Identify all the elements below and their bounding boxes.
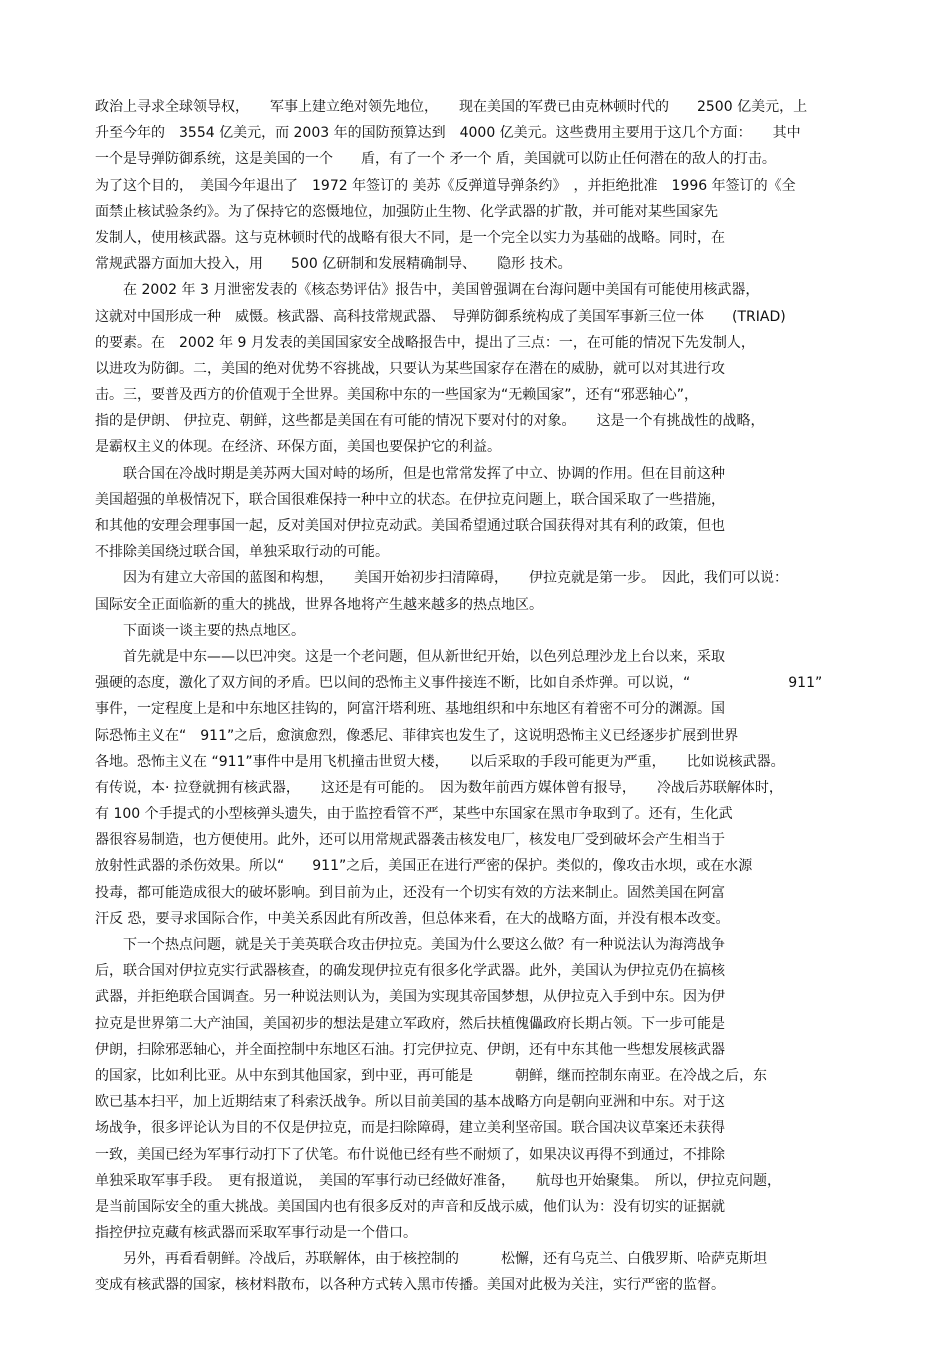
text-line: 和其他的安理会理事国一起，反对美国对伊拉克动武。美国希望通过联合国获得对其有利的政策，但也 <box>95 518 725 534</box>
text-line: 一个是导弹防御系统，这是美国的一个 盾，有了一个 矛一个 盾，美国就可以防止任何潜在的敌人的打击。 <box>95 151 776 168</box>
text-line: 下一个热点问题，就是关于美英联合攻击伊拉克。美国为什么要这么做？有一种说法认为海湾战争 <box>123 937 725 953</box>
text-line: 变成有核武器的国家，核材料散布，以各种方式转入黑市传播。美国对此极为关注，实行严密的监督。 <box>95 1277 725 1294</box>
document-body <box>95 94 855 1299</box>
text-line: 发制人，使用核武器。这与克林顿时代的战略有很大不同，是一个完全以实力为基础的战略。同时，在 <box>95 229 725 246</box>
text-line: 放射性武器的杀伤效果。所以“ 911”之后，美国正在进行严密的保护。类似的，像攻击水坝，或在水源 <box>95 858 753 875</box>
text-line: 下面谈一谈主要的热点地区。 <box>123 622 305 639</box>
text-line: 因为有建立大帝国的蓝图和构想， 美国开始初步扫清障碍， 伊拉克就是第一步。 因此，我们可以说： <box>123 570 788 587</box>
text-line: 投毒，都可能造成很大的破坏影响。到目前为止，还没有一个切实有效的方法来制止。固然美国在阿富 <box>95 884 725 901</box>
text-line: 一致，美国已经为军事行动打下了伏笔。布什说他已经有些不耐烦了，如果决议再得不到通过，不排除 <box>95 1146 725 1163</box>
text-line: 的国家，比如利比亚。从中东到其他国家，到中亚，再可能是 朝鲜，继而控制东南亚。在冷战之后，东 <box>95 1067 767 1084</box>
text-line: 面禁止核试验条约》。为了保持它的恣慑地位，加强防止生物、化学武器的扩散，并可能对某些国家先 <box>95 203 718 220</box>
text-line: 强硬的态度，激化了双方间的矛盾。巴以间的恐怖主义事件接连不断，比如自杀炸弹。可以说，“ 911” <box>95 675 823 692</box>
text-line: 常规武器方面加大投入，用 500 亿研制和发展精确制导、 隐形 技术。 <box>95 256 572 273</box>
text-line: 为了这个目的， 美国今年退出了 1972 年签订的 美苏《反弹道导弹条约》 ，并拒绝批准 1996 年签订的《全 <box>95 177 796 194</box>
text-line: 场战争，很多评论认为目的不仅是伊拉克，而是扫除障碍，建立美利坚帝国。联合国决议草案还未获得 <box>95 1120 725 1137</box>
text-line: 美国超强的单极情况下，联合国很难保持一种中立的状态。在伊拉克问题上，联合国采取了一些措施， <box>95 491 725 508</box>
text-line: 指控伊拉克藏有核武器而采取军事行动是一个借口。 <box>95 1225 417 1242</box>
text-line: 指的是伊朗、 伊拉克、朝鲜，这些都是美国在有可能的情况下要对付的对象。 这是一个有挑战性的战略， <box>95 413 765 430</box>
text-line: 际恐怖主义在“ 911”之后，愈演愈烈，像悉尼、菲律宾也发生了，这说明恐怖主义已经逐步扩展到世界 <box>95 727 739 744</box>
text-line: 以进攻为防御。二，美国的绝对优势不容挑战，只要认为某些国家存在潜在的威胁，就可以对其进行攻 <box>95 360 725 377</box>
text-line: 单独采取军事手段。 更有报道说， 美国的军事行动已经做好准备， 航母也开始聚集。 所以，伊拉克问题， <box>95 1172 781 1189</box>
text-line: 首先就是中东——以巴冲突。这是一个老问题，但从新世纪开始，以色列总理沙龙上台以来，采取 <box>123 648 725 665</box>
text-line: 另外，再看看朝鲜。冷战后，苏联解体，由于核控制的 松懈，还有乌克兰、白俄罗斯、哈萨克斯坦 <box>123 1251 767 1268</box>
text-line: 有传说，本· 拉登就拥有核武器， 这还是有可能的。 因为数年前西方媒体曾有报导， 冷战后苏联解体时， <box>95 779 783 796</box>
text-line: 不排除美国绕过联合国，单独采取行动的可能。 <box>95 544 389 561</box>
text-line: 是霸权主义的体现。在经济、环保方面，美国也要保护它的利益。 <box>95 439 501 456</box>
text-line: 国际安全正面临新的重大的挑战，世界各地将产生越来越多的热点地区。 <box>95 596 543 613</box>
text-line: 汗反 恐，要寻求国际合作，中美关系因此有所改善，但总体来看，在大的战略方面，并没有根本改变。 <box>95 910 730 927</box>
text-line: 器很容易制造，也方便使用。此外，还可以用常规武器袭击核发电厂，核发电厂受到破坏会产生相当于 <box>95 832 725 849</box>
text-line: 击。三，要普及西方的价值观于全世界。美国称中东的一些国家为“无赖国家”，还有“邪恶轴心”， <box>95 387 699 404</box>
text-line: 联合国在冷战时期是美苏两大国对峙的场所，但是也常常发挥了中立、协调的作用。但在目前这种 <box>123 465 725 482</box>
text-line: 拉克是世界第二大产油国，美国初步的想法是建立军政府，然后扶植傀儡政府长期占领。下一步可能是 <box>95 1015 725 1032</box>
text-line: 欧已基本扫平，加上近期结束了科索沃战争。所以目前美国的基本战略方向是朝向亚洲和中东。对于这 <box>95 1094 725 1111</box>
text-line: 各地。恐怖主义在 “911”事件中是用飞机撞击世贸大楼， 以后采取的手段可能更为严重， 比如说核武器。 <box>95 753 785 770</box>
text-line: 这就对中国形成一种 威慑。核武器、高科技常规武器、 导弹防御系统构成了美国军事新三位一体 (TRIAD) <box>95 308 786 325</box>
text-line: 有 100 个手提式的小型核弹头遗失，由于监控看管不严，某些中东国家在黑市争取到了。还有，生化武 <box>95 806 733 823</box>
text-line: 事件，一定程度上是和中东地区挂钩的，阿富汗塔利班、基地组织和中东地区有着密不可分的渊源。国 <box>95 701 725 718</box>
text-line: 政治上寻求全球领导权， 军事上建立绝对领先地位， 现在美国的军费已由克林顿时代的 2500 亿美元，上 <box>95 99 808 115</box>
text-line: 的要素。在 2002 年 9 月发表的美国国家安全战略报告中，提出了三点：一，在可能的情况下先发制人， <box>95 334 755 351</box>
text-line: 后，联合国对伊拉克实行武器核查，的确发现伊拉克有很多化学武器。此外，美国认为伊拉克仍在搞核 <box>95 963 725 980</box>
text-line: 在 2002 年 3 月泄密发表的《核态势评估》报告中，美国曾强调在台海问题中美国有可能使用核武器， <box>123 282 760 299</box>
text-line: 伊朗，扫除邪恶轴心，并全面控制中东地区石油。打完伊拉克、伊朗，还有中东其他一些想发展核武器 <box>95 1041 725 1058</box>
text-line: 武器，并拒绝联合国调查。另一种说法则认为，美国为实现其帝国梦想，从伊拉克入手到中东。因为伊 <box>95 989 725 1006</box>
text-line: 是当前国际安全的重大挑战。美国国内也有很多反对的声音和反战示威，他们认为：没有切实的证据就 <box>95 1198 725 1215</box>
text-line: 升至今年的 3554 亿美元，而 2003 年的国防预算达到 4000 亿美元。这些费用主要用于这几个方面： 其中 <box>95 125 801 142</box>
